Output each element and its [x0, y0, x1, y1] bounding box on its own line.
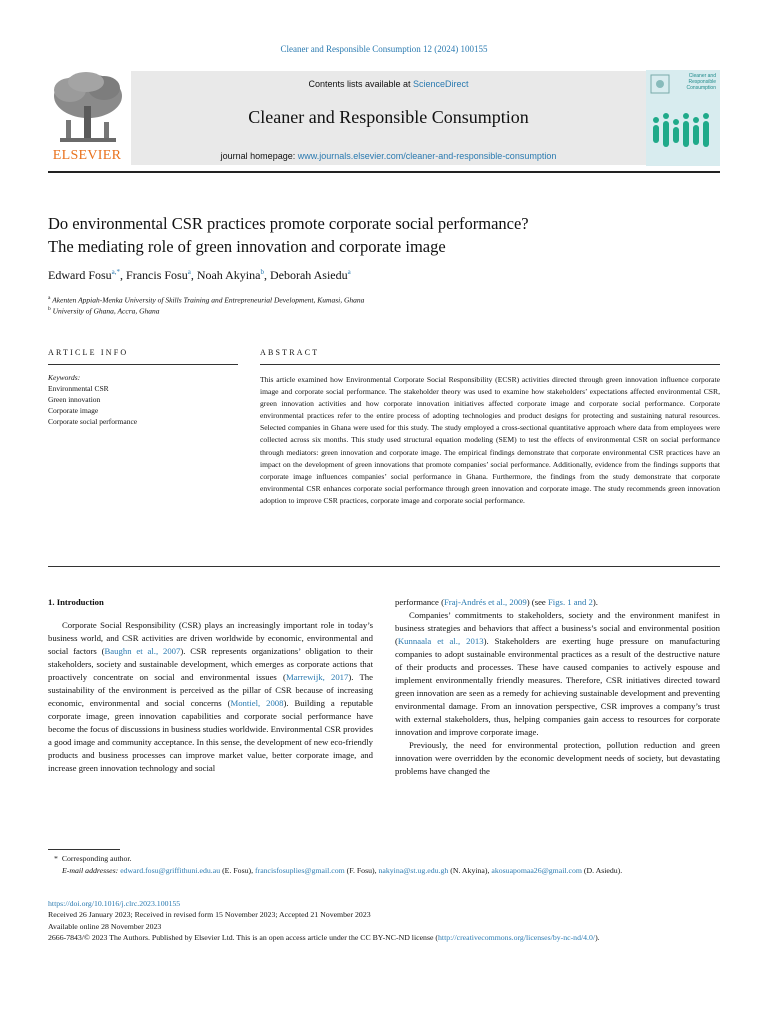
- text-run: ). Building a reputable corporate image, green innovation capabilities and corporate social performance have become the focus of discussions in business studies worldwide. Environmental CSR provides a good image and community acceptance. In this sense, the development of new eco-friendly products and business processes can improve market value, better corporate image, and increase green innovation technology and social: [48, 698, 373, 773]
- abstract-heading: ABSTRACT: [260, 348, 320, 357]
- license-suffix: ).: [595, 933, 600, 943]
- email-label: E-mail addresses:: [62, 866, 119, 875]
- citation-link[interactable]: Kunnaala et al., 2013: [397, 636, 484, 646]
- corresponding-note: [48, 853, 720, 865]
- author-affiliation-mark[interactable]: a,: [111, 268, 117, 276]
- license-link[interactable]: http://creativecommons.org/licenses/by-nc-nd/4.0/: [438, 933, 596, 943]
- abstract-text: This article examined how Environmental Corporate Social Responsibility (ECSR) activities directed through green innovation influence corporate image and corporate social performance. The stakeholder theory was used to examine how stakeholders’ expectations affected environmental CSR, green innovation activities and how corporate innovation initiatives affected corporate image and corporate social performance. Corporate environmental practices refer to the entire process of adopting technologies and product designs for protecting and sustaining natural resources. Selected companies in Ghana were used for this study. The study employed a cross-sectional quantitative approach where data from employees were collected across six months. This study used structural equation modeling (SEM) to test the effects of environmental CSR on social performance through mediators: green innovation and corporate image. The empirical findings demonstrate that corporate environmental CSR practices have an impact on the development of green innovations that promote companies’ social performance. Additionally, evidence from the findings supports that corporate image influences companies’ social performance in Ghana. Furthermore, the findings from the study demonstrate that corporate environmental CSR enhances corporate social performance through green innovation and corporate image. The study recommends green innovation adoption to improve CSR practices, corporate image and corporate social performance.: [260, 375, 720, 505]
- text-run: ).: [592, 597, 598, 607]
- author-affiliation-mark[interactable]: b: [260, 268, 264, 276]
- author-separator: ,: [190, 268, 197, 282]
- paper-title-line-2: The mediating role of green innovation and corporate image: [48, 237, 446, 256]
- email-link[interactable]: edward.fosu@griffithuni.edu.au: [120, 866, 221, 875]
- author: Noah Akyina: [196, 268, 261, 282]
- footnotes: [48, 853, 720, 877]
- homepage-line: [131, 151, 646, 161]
- license-text: 2666-7843/© 2023 The Authors. Published by Elsevier Ltd. This is an open access article under the CC BY-NC-ND license (: [48, 933, 438, 943]
- received-dates: Received 26 January 2023; Received in revised form 15 November 2023; Accepted 21 November 2023: [48, 910, 371, 920]
- text-run: Companies’ commitments to stakeholders, society and the environment manifest in business strategies and behaviors that affect a business’s social and environmental position (: [395, 610, 720, 646]
- affiliation-mark: b: [48, 306, 51, 312]
- affiliation-text: Akenten Appiah-Menka University of Skills Training and Entrepreneurial Development, Kumasi, Ghana: [52, 295, 365, 305]
- online-date: Available online 28 November 2023: [48, 921, 162, 931]
- text-run: performance (: [395, 597, 444, 607]
- text-run: ). Stakeholders are exerting huge pressure on manufacturing companies to adopt sustainable environmental practices as a result of the destructive nature of their products and processes. These have caused companies to actively espouse and implement environmentally friendly measures. Therefore, CSR initiatives directed toward green innovation are seen as a remedy for achieving sustainable development and preventing environmental damage. From an innovation perspective, CSR improves a company’s trust with external stakeholders, thus, helping companies gain access to resources for corporate innovation and improve corporate image.: [395, 636, 720, 737]
- text-run: ). CSR represents organizations’ obligation to their stakeholders, society and sustainable development, which emerges as corporate actions that proactively concentrate on social and environmental issues (: [48, 646, 373, 682]
- corresponding-author-mark[interactable]: *: [116, 268, 121, 276]
- affiliation-text: University of Ghana, Accra, Ghana: [52, 306, 160, 316]
- author-separator: ,: [120, 268, 127, 282]
- text-run: ). The sustainability of the environment is perceived as the pillar of CSR because of increasing economic, environmental and social concerns (: [48, 672, 374, 708]
- email-note: [48, 865, 720, 877]
- paper-title-line-1: Do environmental CSR practices promote corporate social performance?: [48, 214, 529, 233]
- affiliation-mark: a: [48, 295, 51, 301]
- publisher-name: ELSEVIER: [52, 148, 122, 163]
- homepage-label: journal homepage:: [220, 151, 298, 161]
- text-run: ) (see: [526, 597, 548, 607]
- right-column: [395, 596, 720, 778]
- author-separator: ,: [263, 268, 270, 282]
- email-owner: (N. Akyina),: [448, 866, 492, 875]
- cover-title: Cleaner and Responsible Consumption: [686, 73, 716, 91]
- citation-link[interactable]: Figs. 1 and 2: [547, 597, 593, 607]
- contents-line: [131, 79, 646, 89]
- email-owner: (F. Fosu),: [344, 866, 379, 875]
- keyword: Green innovation: [48, 395, 101, 404]
- abstract-bottom-rule: [48, 566, 720, 567]
- cover-figures-icon: [650, 110, 716, 154]
- paragraph: [395, 596, 720, 609]
- citation-link[interactable]: Marrewijk, 2017: [285, 672, 349, 682]
- doi-link[interactable]: https://doi.org/10.1016/j.clrc.2023.100155: [48, 899, 181, 908]
- paper-title: [48, 212, 720, 258]
- text-run: Corporate Social Responsibility (CSR) plays an increasingly important role in today’s business world, and CSR activities are driven worldwide by economic, environmental and social factors (: [48, 620, 373, 656]
- masthead: [48, 70, 720, 166]
- keywords-block: [48, 372, 238, 427]
- footnote-star: *: [54, 854, 58, 863]
- email-owner: (D. Asiedu).: [581, 866, 623, 875]
- homepage-link[interactable]: www.journals.elsevier.com/cleaner-and-responsible-consumption: [297, 151, 557, 161]
- author-affiliation-mark[interactable]: a: [187, 268, 191, 276]
- paragraph: Previously, the need for environmental protection, pollution reduction and green innovation were overridden by the economic development needs of society, but devastating problems have changed the: [395, 740, 720, 776]
- author: Deborah Asiedu: [269, 268, 348, 282]
- journal-title: Cleaner and Responsible Consumption: [248, 107, 529, 127]
- journal-reference[interactable]: Cleaner and Responsible Consumption 12 (2024) 100155: [280, 44, 488, 54]
- abstract-rule: [260, 364, 720, 365]
- affiliation: [48, 295, 720, 305]
- citation-link[interactable]: Fraj-Andrés et al., 2009: [443, 597, 527, 607]
- article-info-heading: ARTICLE INFO: [48, 348, 129, 357]
- article-footer: [48, 898, 720, 944]
- elsevier-logo[interactable]: [48, 70, 126, 166]
- left-column: [48, 596, 373, 775]
- license-note: [48, 932, 720, 943]
- cover-logo-icon: [650, 74, 670, 94]
- corresponding-text: Corresponding author.: [61, 854, 132, 863]
- journal-header-box: [131, 71, 646, 165]
- keywords-heading: Keywords:: [48, 373, 81, 382]
- email-link[interactable]: nakyina@st.ug.edu.gh: [378, 866, 449, 875]
- sciencedirect-link[interactable]: ScienceDirect: [413, 79, 469, 89]
- author-affiliation-mark[interactable]: a: [347, 268, 351, 276]
- email-owner: (E. Fosu),: [220, 866, 255, 875]
- tree-icon: [48, 70, 126, 146]
- keyword: Corporate social performance: [48, 417, 138, 426]
- author-list: [48, 268, 720, 283]
- masthead-rule: [48, 171, 720, 173]
- body-columns: [48, 596, 720, 836]
- citation-link[interactable]: Montiel, 2008: [230, 698, 284, 708]
- email-link[interactable]: francisfosuplies@gmail.com: [255, 866, 345, 875]
- keyword: Environmental CSR: [48, 384, 109, 393]
- affiliation: [48, 306, 720, 316]
- author: Francis Fosu: [126, 268, 188, 282]
- contents-prefix: Contents lists available at: [308, 79, 414, 89]
- citation-link[interactable]: Baughn et al., 2007: [104, 646, 181, 656]
- article-info-rule: [48, 364, 238, 365]
- paragraph: [395, 609, 720, 739]
- paragraph: [48, 619, 373, 775]
- author: Edward Fosu: [48, 268, 112, 282]
- section-heading: 1. Introduction: [48, 597, 104, 607]
- footnote-rule: [48, 849, 120, 850]
- journal-cover[interactable]: [646, 70, 720, 166]
- email-link[interactable]: akosuapomaa26@gmail.com: [491, 866, 582, 875]
- keyword: Corporate image: [48, 406, 99, 415]
